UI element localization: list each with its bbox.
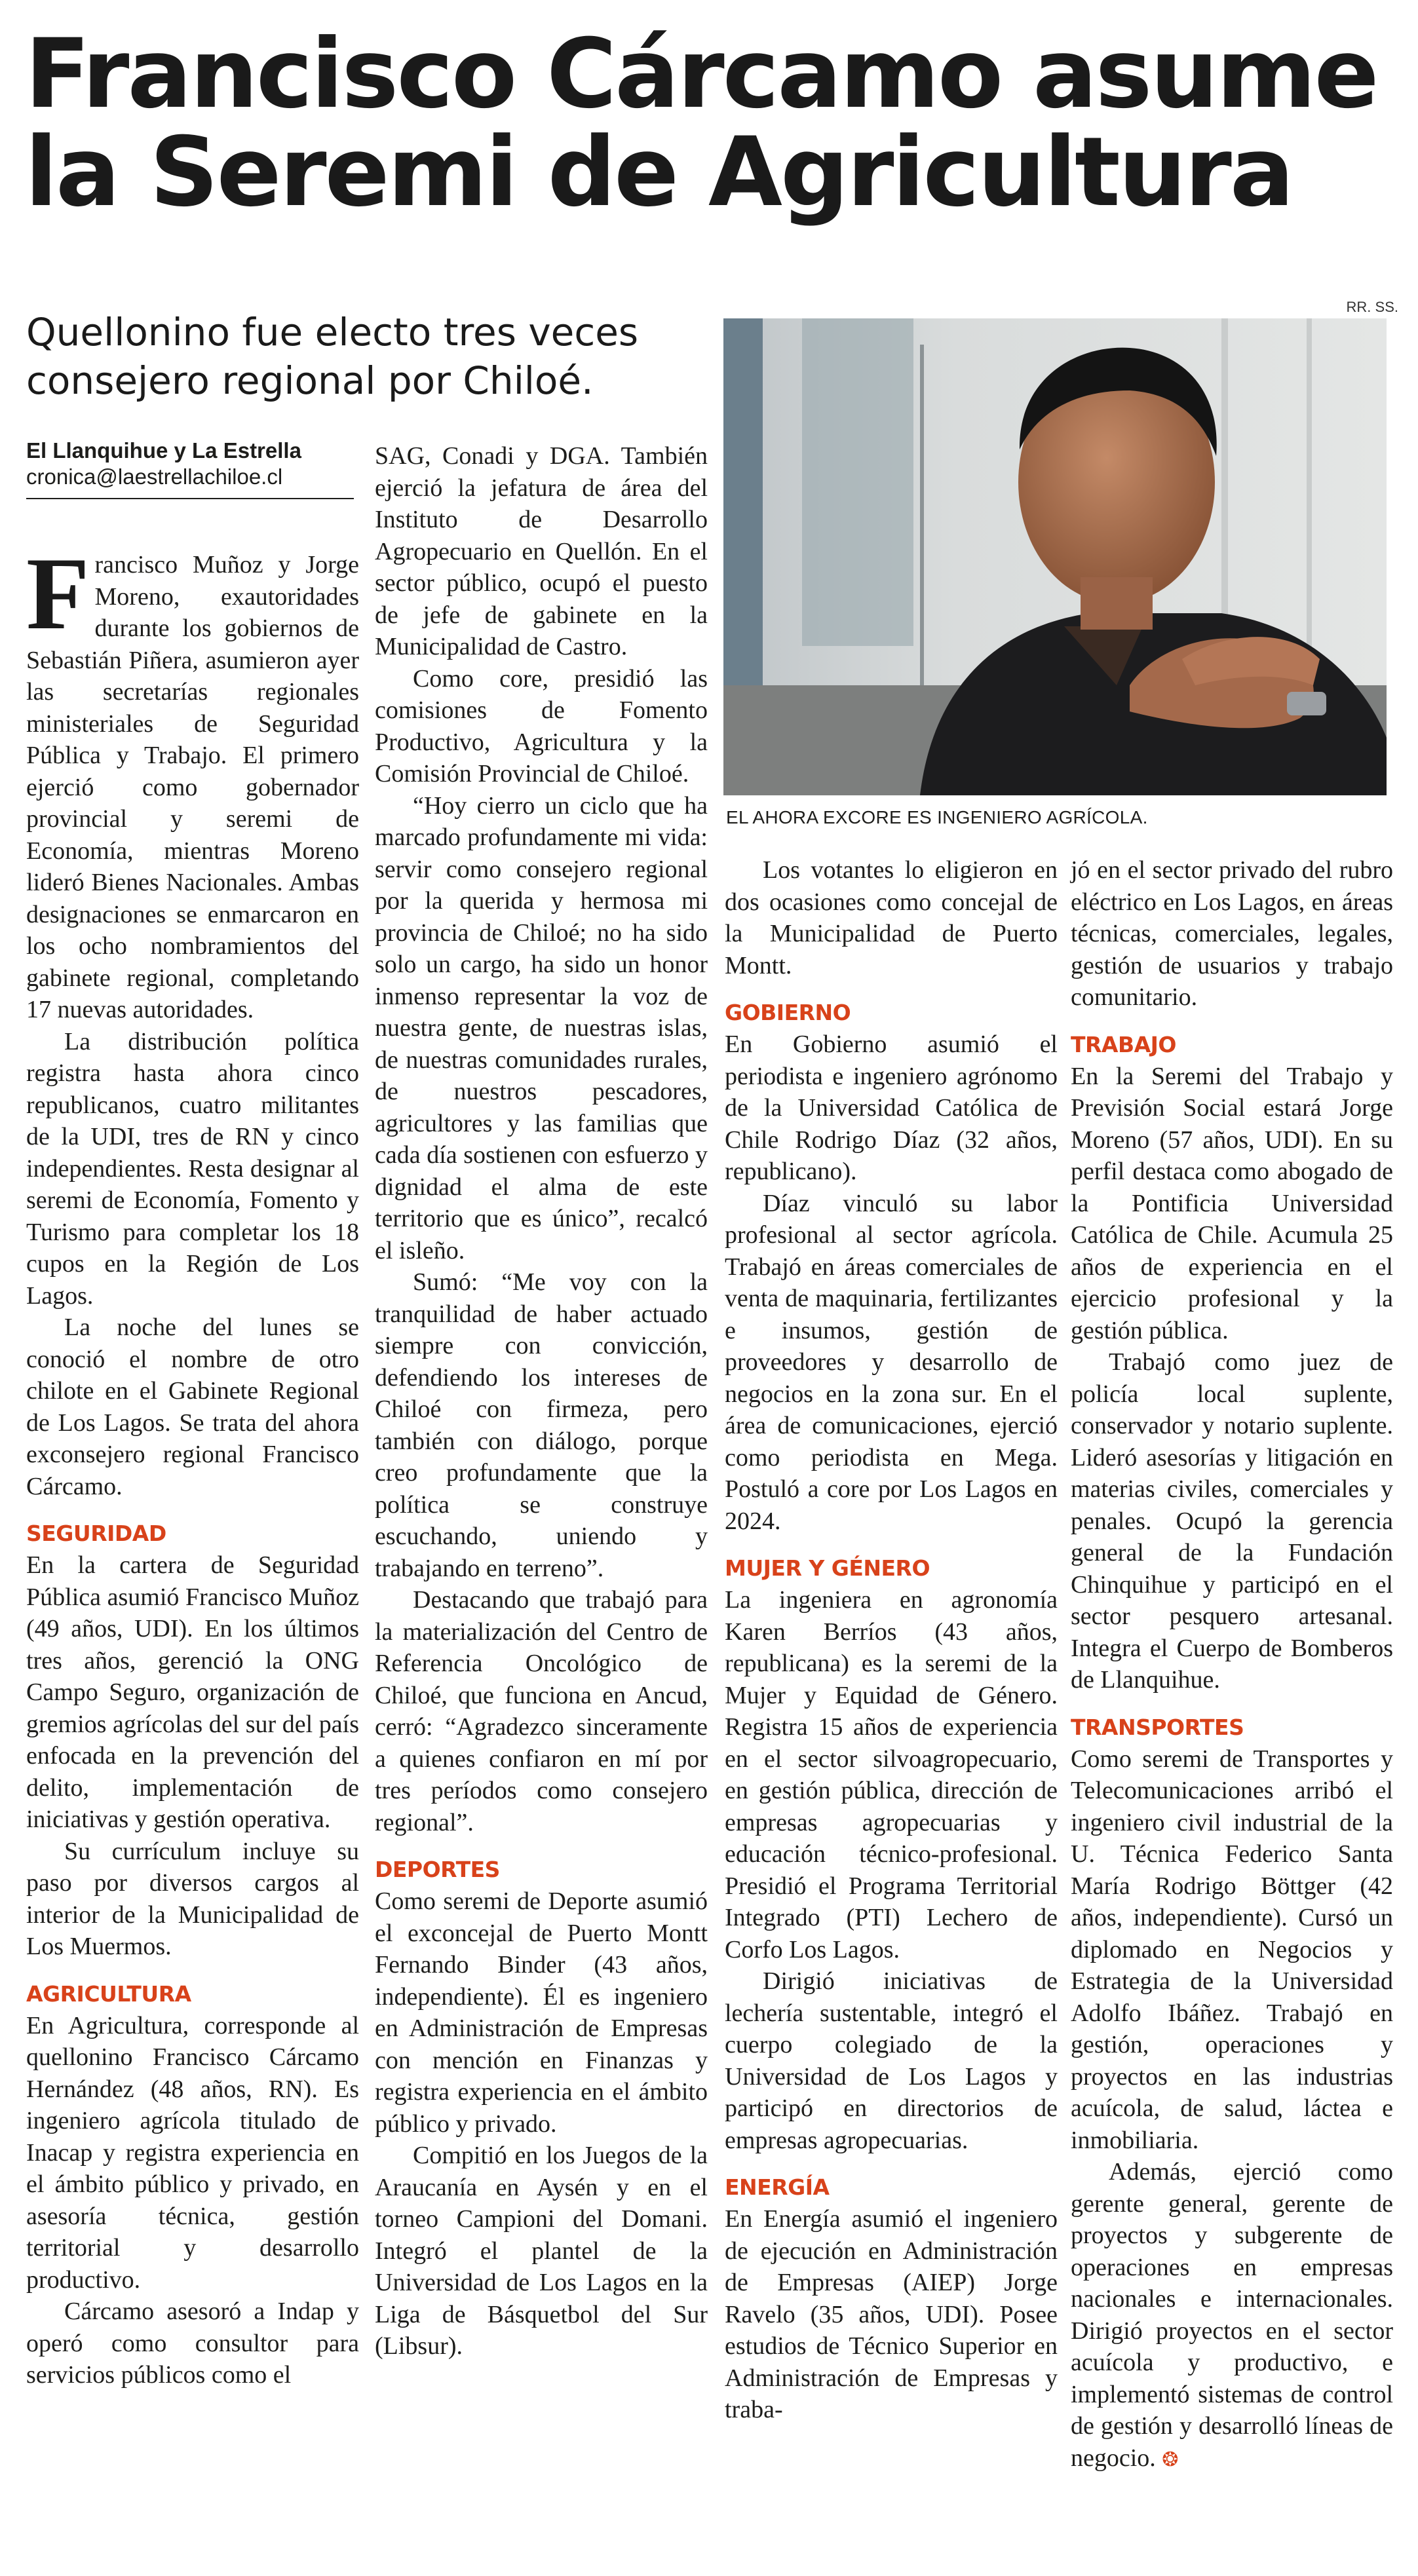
- paragraph: En la cartera de Seguridad Pública asumió Francisco Muñoz (49 años, UDI). En los últimos tres años, gerenció la ONG Campo Seguro, organización de gremios agrícolas del sur del país enfocada en la prevención del delito, implementación de iniciativas y gestión operativa.: [26, 1551, 359, 1833]
- section-heading-trabajo: TRABAJO: [1071, 1031, 1176, 1057]
- paragraph: En Energía asumió el ingeniero de ejecución en Administración de Empresas (AIEP) Jorge Ravelo (35 años, UDI). Posee estudios de Técnico Superior en Administración de Empresas y traba-: [725, 2205, 1058, 2423]
- paragraph: Dirigió iniciativas de lechería sustentable, integró el cuerpo colegiado de la Universidad de Los Lagos y participó en directorios de empresas agropecuarias.: [725, 1967, 1058, 2154]
- paragraph: Como seremi de Transportes y Telecomunicaciones arribó el ingeniero civil industrial de la U. Técnica Federico Santa María Rodrigo Böttger (42 años, independiente). Cursó un diplomado en Negocios y Estrategia de la Universidad Adolfo Ibáñez. Trabajó en gestión, operaciones y proyectos en las industrias acuícola, de salud, láctea e inmobiliaria.: [1071, 1745, 1393, 2154]
- paragraph: jó en el sector privado del rubro eléctrico en Los Lagos, en áreas técnicas, comerciales, legales, gestión de usuarios y trabajo comunitario.: [1071, 856, 1393, 1011]
- paragraph: En Agricultura, corresponde al quellonino Francisco Cárcamo Hernández (48 años, RN). Es ingeniero agrícola titulado de Inacap y registra experiencia en el ámbito público y privado, en asesoría técnica, gestión territorial y desarrollo productivo.: [26, 2011, 359, 2294]
- deck-subtitle: Quellonino fue electo tres veces consejero regional por Chiloé.: [26, 310, 639, 403]
- paragraph: Destacando que trabajó para la materialización del Centro de Referencia Oncológico de Chiloé, que funciona en Ancud, cerró: “Agradezco sinceramente a quienes confiaron en mí por tres períodos como consejero regional”.: [375, 1586, 708, 1836]
- byline-org: El Llanquihue y La Estrella: [26, 438, 301, 463]
- drop-cap: F: [26, 537, 90, 651]
- section-heading-energia: ENERGÍA: [725, 2174, 830, 2200]
- paragraph: En Gobierno asumió el periodista e ingeniero agrónomo de la Universidad Católica de Chile Rodrigo Díaz (32 años, republicano).: [725, 1031, 1058, 1185]
- section-heading-deportes: DEPORTES: [375, 1857, 500, 1882]
- quote-paragraph: Sumó: “Me voy con la tranquilidad de haber actuado siempre con convicción, defendiendo los intereses de Chiloé con firmeza, pero también con diálogo, porque creo profundamente que la política se construye escuchando, uniendo y trabajando en terreno”.: [375, 1268, 708, 1582]
- paragraph: Además, ejerció como gerente general, gerente de proyectos y subgerente de operaciones en empresas nacionales e internacionales. Dirigió proyectos en el sector acuícola y productivo, e implementó sistemas de control de gestión y desarrolló líneas de negocio. ❂: [1071, 2158, 1393, 2472]
- end-of-article-icon: ❂: [1162, 2448, 1179, 2471]
- paragraph: Cárcamo asesoró a Indap y operó como consultor para servicios públicos como el: [26, 2298, 359, 2389]
- paragraph: Francisco Muñoz y Jorge Moreno, exautoridades durante los gobiernos de Sebastián Piñera, asumieron ayer las secretarías regionales ministeriales de Seguridad Pública y Trabajo. El primero ejerció como gobernador provincial y seremi de Economía, mientras Moreno lideró Bienes Nacionales. Ambas designaciones se enmarcaron en los ocho nombramientos del gabinete regional, completando 17 nuevas autoridades.: [26, 537, 359, 1023]
- article-column-2: [375, 440, 708, 2362]
- photo-credit: RR. SS.: [1346, 299, 1398, 315]
- paragraph: Díaz vinculó su labor profesional al sector agrícola. Trabajó en áreas comerciales de venta de maquinaria, fertilizantes e insumos, gestión de proveedores y desarrollo de negocios en la zona sur. En el área de comunicaciones, ejerció como periodista en Mega. Postuló a core por Los Lagos en 2024.: [725, 1189, 1058, 1535]
- section-heading-agricultura: AGRICULTURA: [26, 1980, 191, 2007]
- paragraph: Compitió en los Juegos de la Araucanía en Aysén y en el torneo Campioni del Domani. Integró el plantel de la Universidad de Los Lagos en la Liga de Básquetbol del Sur (Libsur).: [375, 2142, 708, 2360]
- article-photo: [723, 318, 1387, 795]
- byline-email[interactable]: cronica@laestrellachiloe.cl: [26, 464, 283, 489]
- quote-paragraph: “Hoy cierro un ciclo que ha marcado profundamente mi vida: servir como consejero regional por la querida y hermosa mi provincia de Chiloé; no ha sido solo un cargo, ha sido un honor inmenso representar la voz de nuestra gente, de nuestras islas, de nuestras comunidades rurales, de nuestros pescadores, agricultores y las familias que cada día sostienen con esfuerzo y dignidad el alma de este territorio que es único”, recalcó el isleño.: [375, 791, 708, 1264]
- byline: [26, 438, 354, 499]
- photo-caption: EL AHORA EXCORE ES INGENIERO AGRÍCOLA.: [726, 807, 1148, 827]
- paragraph: La noche del lunes se conoció el nombre de otro chilote en el Gabinete Regional de Los Lagos. Se trata del ahora exconsejero regional Francisco Cárcamo.: [26, 1314, 359, 1500]
- paragraph: Como core, presidió las comisiones de Fomento Productivo, Agricultura y la Comisión Provincial de Chiloé.: [375, 664, 708, 787]
- paragraph: Los votantes lo eligieron en dos ocasiones como concejal de la Municipalidad de Puerto Montt.: [725, 856, 1058, 979]
- section-heading-seguridad: SEGURIDAD: [26, 1521, 166, 1546]
- section-heading-mujer-y-genero: MUJER Y GÉNERO: [725, 1555, 930, 1581]
- article-column-1: [26, 537, 359, 2391]
- paragraph: En la Seremi del Trabajo y Previsión Social estará Jorge Moreno (57 años, UDI). En su perfil destaca como abogado de la Pontificia Universidad Católica de Chile. Acumula 25 años de experiencia en el ejercicio profesional y la gestión pública.: [1071, 1062, 1393, 1344]
- paragraph: La distribución política registra hasta ahora cinco republicanos, cuatro militantes de la UDI, tres de RN y cinco independientes. Resta designar al seremi de Economía, Fomento y Turismo para completar los 18 cupos en la Región de Los Lagos.: [26, 1027, 359, 1310]
- section-heading-transportes: TRANSPORTES: [1071, 1714, 1244, 1740]
- headline: Francisco Cárcamo asume la Seremi de Agricultura: [25, 18, 1377, 228]
- paragraph: SAG, Conadi y DGA. También ejerció la jefatura de área del Instituto de Desarrollo Agropecuario en Quellón. En el sector público, ocupó el puesto de jefe de gabinete en la Municipalidad de Castro.: [375, 442, 708, 660]
- paragraph: Como seremi de Deporte asumió el exconcejal de Puerto Montt Fernando Binder (43 años, independiente). Él es ingeniero en Administración de Empresas con mención en Finanzas y registra experiencia en el ámbito público y privado.: [375, 1887, 708, 2138]
- paragraph: Trabajó como juez de policía local suplente, conservador y notario suplente. Lideró asesorías y litigación en materias civiles, comerciales y penales. Ocupó la gerencia general de la Fundación Chinquihue y participó en el sector pesquero artesanal. Integra el Cuerpo de Bomberos de Llanquihue.: [1071, 1348, 1393, 1694]
- article-column-4: [1071, 854, 1393, 2476]
- article-column-3: [725, 854, 1058, 2426]
- paragraph: La ingeniera en agronomía Karen Berríos (43 años, republicana) es la seremi de la Mujer y Equidad de Género. Registra 15 años de experiencia en el sector silvoagropecuario, en gestión pública, dirección de empresas agropecuarias y educación técnico-profesional. Presidió el Programa Territorial Integrado (PTI) Lechero de Corfo Los Lagos.: [725, 1586, 1058, 1963]
- section-heading-gobierno: GOBIERNO: [725, 1000, 851, 1025]
- byline-rule: [26, 498, 354, 499]
- portrait-illustration: [723, 318, 1387, 795]
- paragraph: Su currículum incluye su paso por diversos cargos al interior de la Municipalidad de Los Muermos.: [26, 1837, 359, 1960]
